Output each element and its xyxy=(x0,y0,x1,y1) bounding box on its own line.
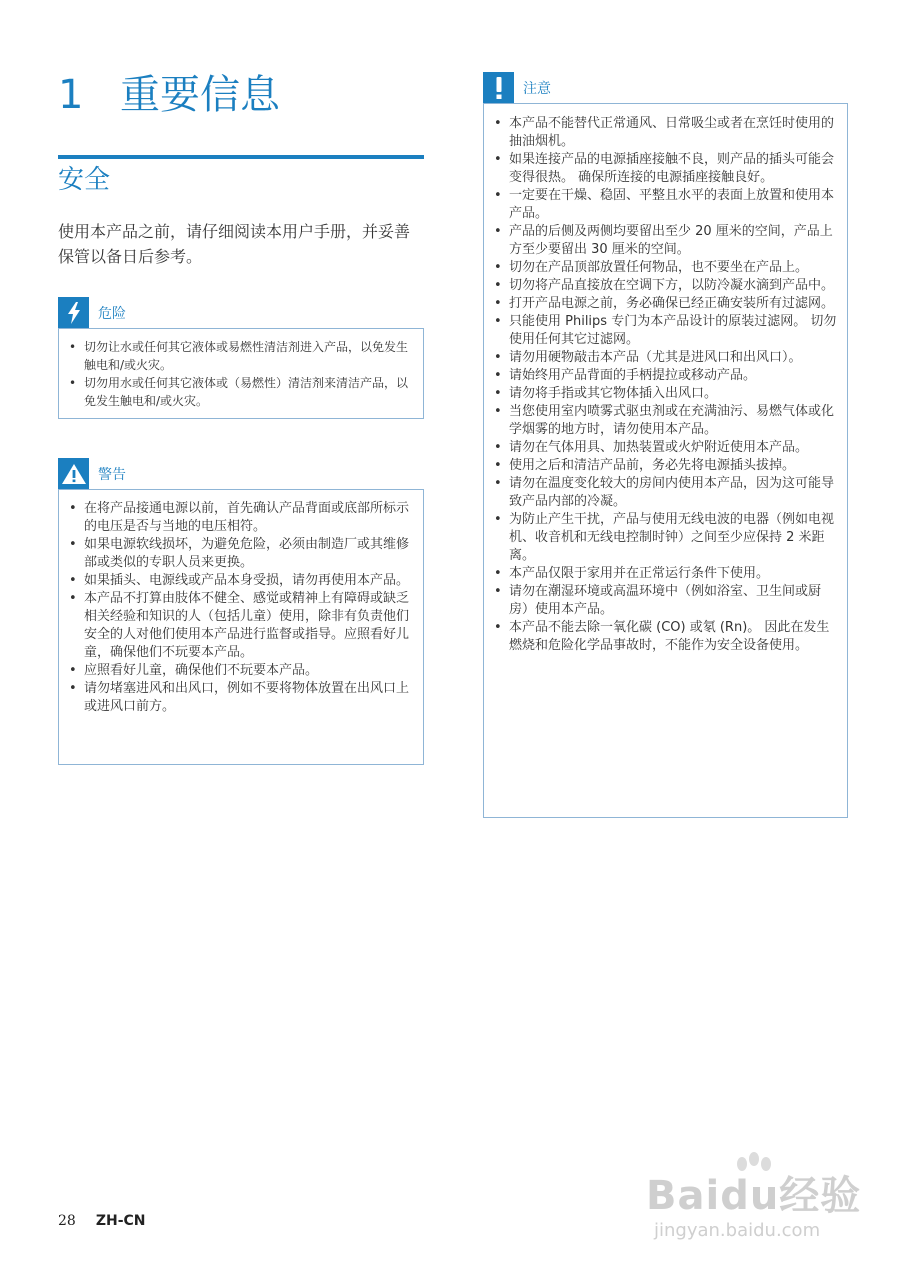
list-item: • 请始终用产品背面的手柄提拉或移动产品。 xyxy=(486,367,839,385)
list-item: • 切勿用水或任何其它液体或（易燃性）清洁剂来清洁产品，以免发生触电和/或火灾。 xyxy=(61,374,415,410)
list-item: • 只能使用 Philips 专门为本产品设计的原装过滤网。 切勿使用任何其它过滤网。 xyxy=(486,313,839,349)
warning-header xyxy=(58,458,126,489)
warning-triangle-icon xyxy=(58,458,89,489)
caution-box xyxy=(483,103,848,818)
caution-header xyxy=(483,72,551,103)
list-item: • 如果连接产品的电源插座接触不良，则产品的插头可能会变得很热。 确保所连接的电源插座接触良好。 xyxy=(486,151,839,187)
language-code: ZH-CN xyxy=(95,1213,146,1229)
list-item: • 当您使用室内喷雾式驱虫剂或在充满油污、易燃气体或化学烟雾的地方时，请勿使用本产品。 xyxy=(486,403,839,439)
list-item: • 请勿在温度变化较大的房间内使用本产品，因为这可能导致产品内部的冷凝。 xyxy=(486,475,839,511)
list-item: • 切勿让水或任何其它液体或易燃性清洁剂进入产品，以免发生触电和/或火灾。 xyxy=(61,338,415,374)
page-number: 28 xyxy=(58,1213,76,1229)
list-item: • 本产品不打算由肢体不健全、感觉或精神上有障碍或缺乏相关经验和知识的人（包括儿童）使用，除非有负责他们安全的人对他们使用本产品进行监督或指导。应照看好儿童，确保他们不玩要本产品。 xyxy=(61,590,415,662)
warning-box xyxy=(58,489,424,765)
section-title: 安全 xyxy=(58,165,111,195)
danger-box xyxy=(58,328,424,419)
danger-label: 危险 xyxy=(98,305,126,322)
list-item: • 在将产品接通电源以前，首先确认产品背面或底部所标示的电压是否与当地的电压相符。 xyxy=(61,500,415,536)
chapter-title: 重要信息 xyxy=(120,72,280,118)
list-item: • 如果电源软线损坏，为避免危险，必须由制造厂或其维修部或类似的专职人员来更换。 xyxy=(61,536,415,572)
chapter-number: 1 xyxy=(58,72,84,118)
page-footer xyxy=(58,1213,146,1229)
list-item: • 本产品不能去除一氧化碳 (CO) 或氡 (Rn)。 因此在发生燃烧和危险化学品事故时，不能作为安全设备使用。 xyxy=(486,619,839,655)
list-item: • 本产品仅限于家用并在正常运行条件下使用。 xyxy=(486,565,839,583)
chapter-heading xyxy=(58,70,280,120)
list-item: • 切勿在产品顶部放置任何物品，也不要坐在产品上。 xyxy=(486,259,839,277)
danger-header xyxy=(58,297,126,328)
list-item: • 切勿将产品直接放在空调下方，以防冷凝水滴到产品中。 xyxy=(486,277,839,295)
list-item: • 请勿在潮湿环境或高温环境中（例如浴室、卫生间或厨房）使用本产品。 xyxy=(486,583,839,619)
intro-paragraph: 使用本产品之前，请仔细阅读本用户手册，并妥善保管以备日后参考。 xyxy=(58,222,411,266)
list-item: • 如果插头、电源线或产品本身受损，请勿再使用本产品。 xyxy=(61,572,415,590)
caution-label: 注意 xyxy=(523,80,551,97)
list-item: • 一定要在干燥、稳固、平整且水平的表面上放置和使用本产品。 xyxy=(486,187,839,223)
list-item: • 产品的后侧及两侧均要留出至少 20 厘米的空间，产品上方至少要留出 30 厘米的空间。 xyxy=(486,223,839,259)
list-item: • 打开产品电源之前，务必确保已经正确安装所有过滤网。 xyxy=(486,295,839,313)
list-item: • 使用之后和清洁产品前，务必先将电源插头拔掉。 xyxy=(486,457,839,475)
warning-label: 警告 xyxy=(98,466,126,483)
list-item: • 请勿用硬物敲击本产品（尤其是进风口和出风口）。 xyxy=(486,349,839,367)
lightning-icon xyxy=(58,297,89,328)
watermark xyxy=(640,1150,880,1260)
watermark-url: jingyan.baidu.com xyxy=(654,1220,821,1241)
list-item: • 为防止产生干扰，产品与使用无线电波的电器（例如电视机、收音机和无线电控制时钟）之间至少应保持 2 米距离。 xyxy=(486,511,839,565)
list-item: • 请勿将手指或其它物体插入出风口。 xyxy=(486,385,839,403)
list-item: • 请勿在气体用具、加热装置或火炉附近使用本产品。 xyxy=(486,439,839,457)
exclamation-icon xyxy=(483,72,514,103)
list-item: • 请勿堵塞进风和出风口，例如不要将物体放置在出风口上或进风口前方。 xyxy=(61,680,415,716)
section-rule xyxy=(58,155,424,159)
watermark-brand: Baidu经验 xyxy=(646,1173,862,1219)
list-item: • 应照看好儿童，确保他们不玩要本产品。 xyxy=(61,662,415,680)
list-item: • 本产品不能替代正常通风、日常吸尘或者在烹饪时使用的抽油烟机。 xyxy=(486,115,839,151)
